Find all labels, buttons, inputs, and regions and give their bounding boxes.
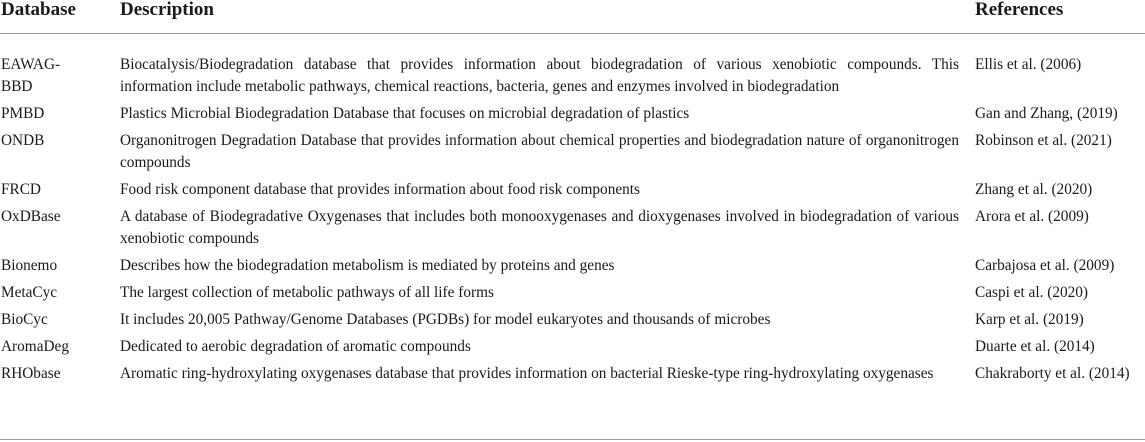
cell-database: Bionemo <box>1 257 58 274</box>
cell-reference: Carbajosa et al. (2009) <box>975 257 1115 274</box>
table-row <box>0 205 1145 254</box>
cell-description: Plastics Microbial Biodegradation Database that focuses on microbial degradation of plastics <box>120 105 690 122</box>
cell-reference: Zhang et al. (2020) <box>975 181 1093 198</box>
cell-reference: Arora et al. (2009) <box>975 208 1089 225</box>
cell-database: PMBD <box>1 105 45 122</box>
table-row <box>0 34 1145 103</box>
cell-reference: Robinson et al. (2021) <box>975 132 1112 149</box>
table-body <box>0 34 1145 390</box>
header-references: References <box>975 0 1064 20</box>
cell-description: Food risk component database that provides information about food risk components <box>120 181 640 198</box>
table-header <box>0 0 1145 34</box>
cell-description: Describes how the biodegradation metabolism is mediated by proteins and genes <box>120 257 615 274</box>
cell-database: EAWAG-BBD <box>1 56 61 95</box>
cell-reference: Karp et al. (2019) <box>975 311 1084 328</box>
cell-database: AromaDeg <box>1 338 69 355</box>
table-row <box>0 335 1145 362</box>
cell-reference: Ellis et al. (2006) <box>975 56 1082 73</box>
cell-database: FRCD <box>1 181 41 198</box>
cell-reference: Duarte et al. (2014) <box>975 338 1095 355</box>
table-row <box>0 102 1145 129</box>
cell-description: Biocatalysis/Biodegradation database that provides information about biodegradation of various xenobiotic compounds. This information include metabolic pathways, chemical reactions, bacteria, genes and enzymes involved in biodegradation <box>120 56 959 95</box>
cell-database: OxDBase <box>1 208 61 225</box>
cell-reference: Caspi et al. (2020) <box>975 284 1089 301</box>
cell-description: A database of Biodegradative Oxygenases that includes both monooxygenases and dioxygenases involved in biodegradation of various xenobiotic compounds <box>120 208 959 247</box>
cell-reference: Chakraborty et al. (2014) <box>975 365 1130 382</box>
cell-reference: Gan and Zhang, (2019) <box>975 105 1118 122</box>
table-row <box>0 178 1145 205</box>
table-row <box>0 281 1145 308</box>
cell-database: MetaCyc <box>1 284 58 301</box>
cell-description: The largest collection of metabolic pathways of all life forms <box>120 284 494 301</box>
header-description: Description <box>120 0 214 20</box>
header-database: Database <box>1 0 76 20</box>
table-row <box>0 308 1145 335</box>
cell-description: It includes 20,005 Pathway/Genome Databases (PGDBs) for model eukaryotes and thousands of microbes <box>120 311 771 328</box>
cell-database: BioCyc <box>1 311 48 328</box>
cell-description: Dedicated to aerobic degradation of aromatic compounds <box>120 338 471 355</box>
header-row <box>0 0 1145 34</box>
table-row <box>0 254 1145 281</box>
cell-description: Organonitrogen Degradation Database that provides information about chemical properties and biodegradation nature of organonitrogen compounds <box>120 132 959 171</box>
table-row <box>0 129 1145 178</box>
cell-database: RHObase <box>1 365 61 382</box>
cell-database: ONDB <box>1 132 45 149</box>
cell-description: Aromatic ring-hydroxylating oxygenases database that provides information on bacterial Rieske-type ring-hydroxylating oxygenases <box>120 365 934 382</box>
table-row <box>0 362 1145 389</box>
table-bottom-rule <box>0 439 1145 440</box>
